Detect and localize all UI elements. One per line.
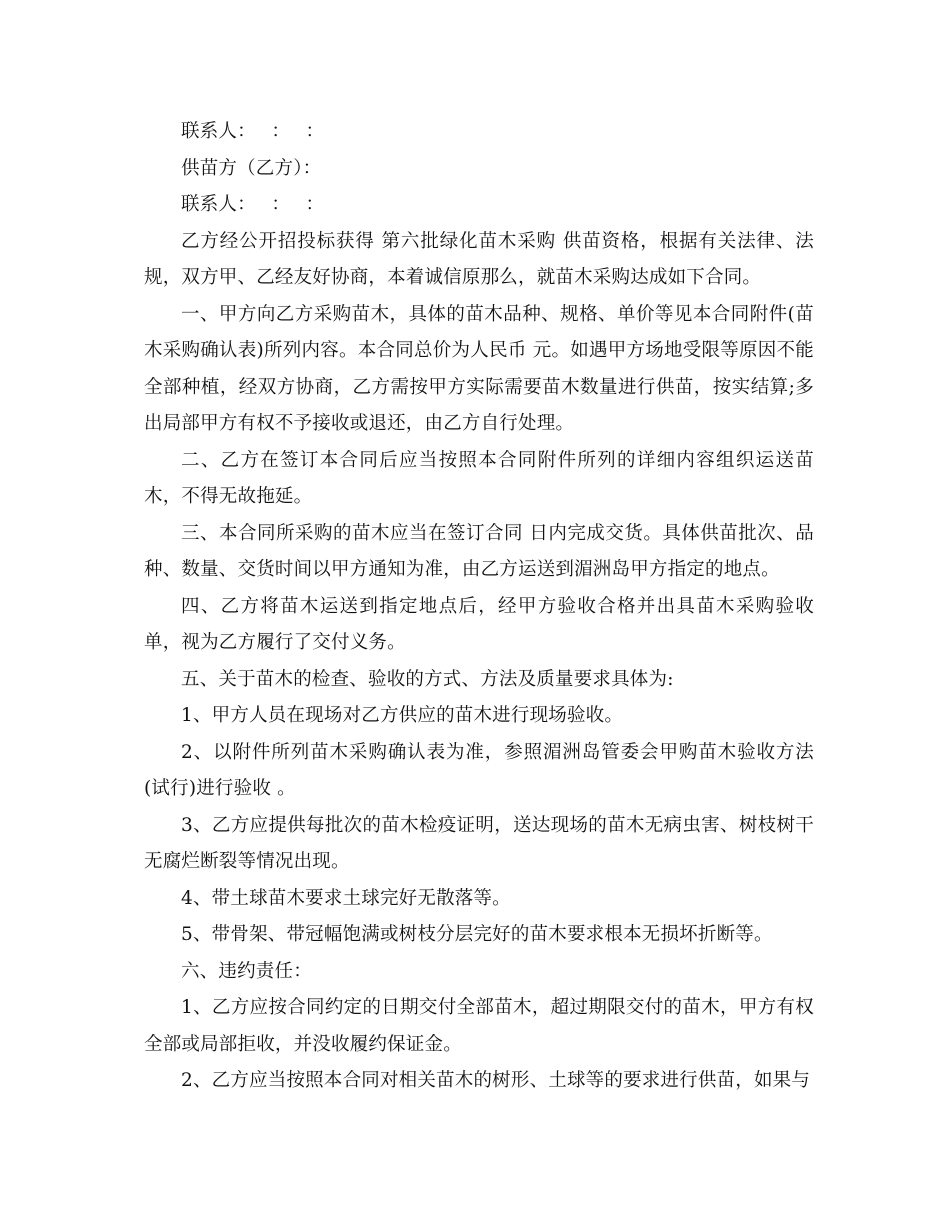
clause-5-item-4: 4、带土球苗木要求土球完好无散落等。 — [181, 887, 511, 909]
clause-6-heading: 六、违约责任： — [181, 960, 312, 982]
contact-person-line-2: 联系人： ： ： — [181, 194, 325, 215]
clause-1: 一、甲方向乙方采购苗木，具体的苗木品种、规格、单价等见本合同附件(苗木采购确认表)所列内容。本合同总价为人民币 元。如遇甲方场地受限等原因不能全部种植，经双方协商，乙方需按甲方实际需要苗木数量进行供苗，按实结算;多出局部甲方有权不予接收或退还，由乙方自行处理。 — [144, 303, 814, 434]
contract-body — [144, 114, 814, 1100]
clause-5-item-5: 5、带骨架、带冠幅饱满或树枝分层完好的苗木要求根本无损坏折断等。 — [181, 924, 773, 945]
clause-3: 三、本合同所采购的苗木应当在签订合同 日内完成交货。具体供苗批次、品种、数量、交货时间以甲方通知为准，由乙方运送到湄洲岛甲方指定的地点。 — [144, 522, 814, 580]
clause-5-item-1: 1、甲方人员在现场对乙方供应的苗木进行现场验收。 — [181, 705, 624, 726]
clause-6-item-1: 1、乙方应按合同约定的日期交付全部苗木，超过期限交付的苗木，甲方有权全部或局部拒收，并没收履约保证金。 — [144, 997, 814, 1055]
clause-6-item-2: 2、乙方应当按照本合同对相关苗木的树形、土球等的要求进行供苗，如果与 — [181, 1070, 811, 1091]
clause-2: 二、乙方在签订本合同后应当按照本合同附件所列的详细内容组织运送苗木，不得无故拖延。 — [144, 449, 814, 507]
contact-person-line-1: 联系人： ： ： — [181, 121, 325, 142]
clause-5-item-2: 2、以附件所列苗木采购确认表为准，参照湄洲岛管委会甲购苗木验收方法(试行)进行验收 。 — [144, 741, 814, 799]
clause-5-heading: 五、关于苗木的检查、验收的方式、方法及质量要求具体为: — [181, 668, 674, 690]
clause-5-item-3: 3、乙方应提供每批次的苗木检疫证明，送达现场的苗木无病虫害、树枝树干无腐烂断裂等情况出现。 — [144, 814, 814, 872]
supplier-party-line: 供苗方（乙方）： — [181, 157, 322, 179]
clause-4: 四、乙方将苗木运送到指定地点后，经甲方验收合格并出具苗木采购验收单，视为乙方履行了交付义务。 — [144, 595, 814, 653]
intro-paragraph: 乙方经公开招投标获得 第六批绿化苗木采购 供苗资格，根据有关法律、法规，双方甲、乙经友好协商，本着诚信原那么，就苗木采购达成如下合同。 — [144, 230, 814, 288]
